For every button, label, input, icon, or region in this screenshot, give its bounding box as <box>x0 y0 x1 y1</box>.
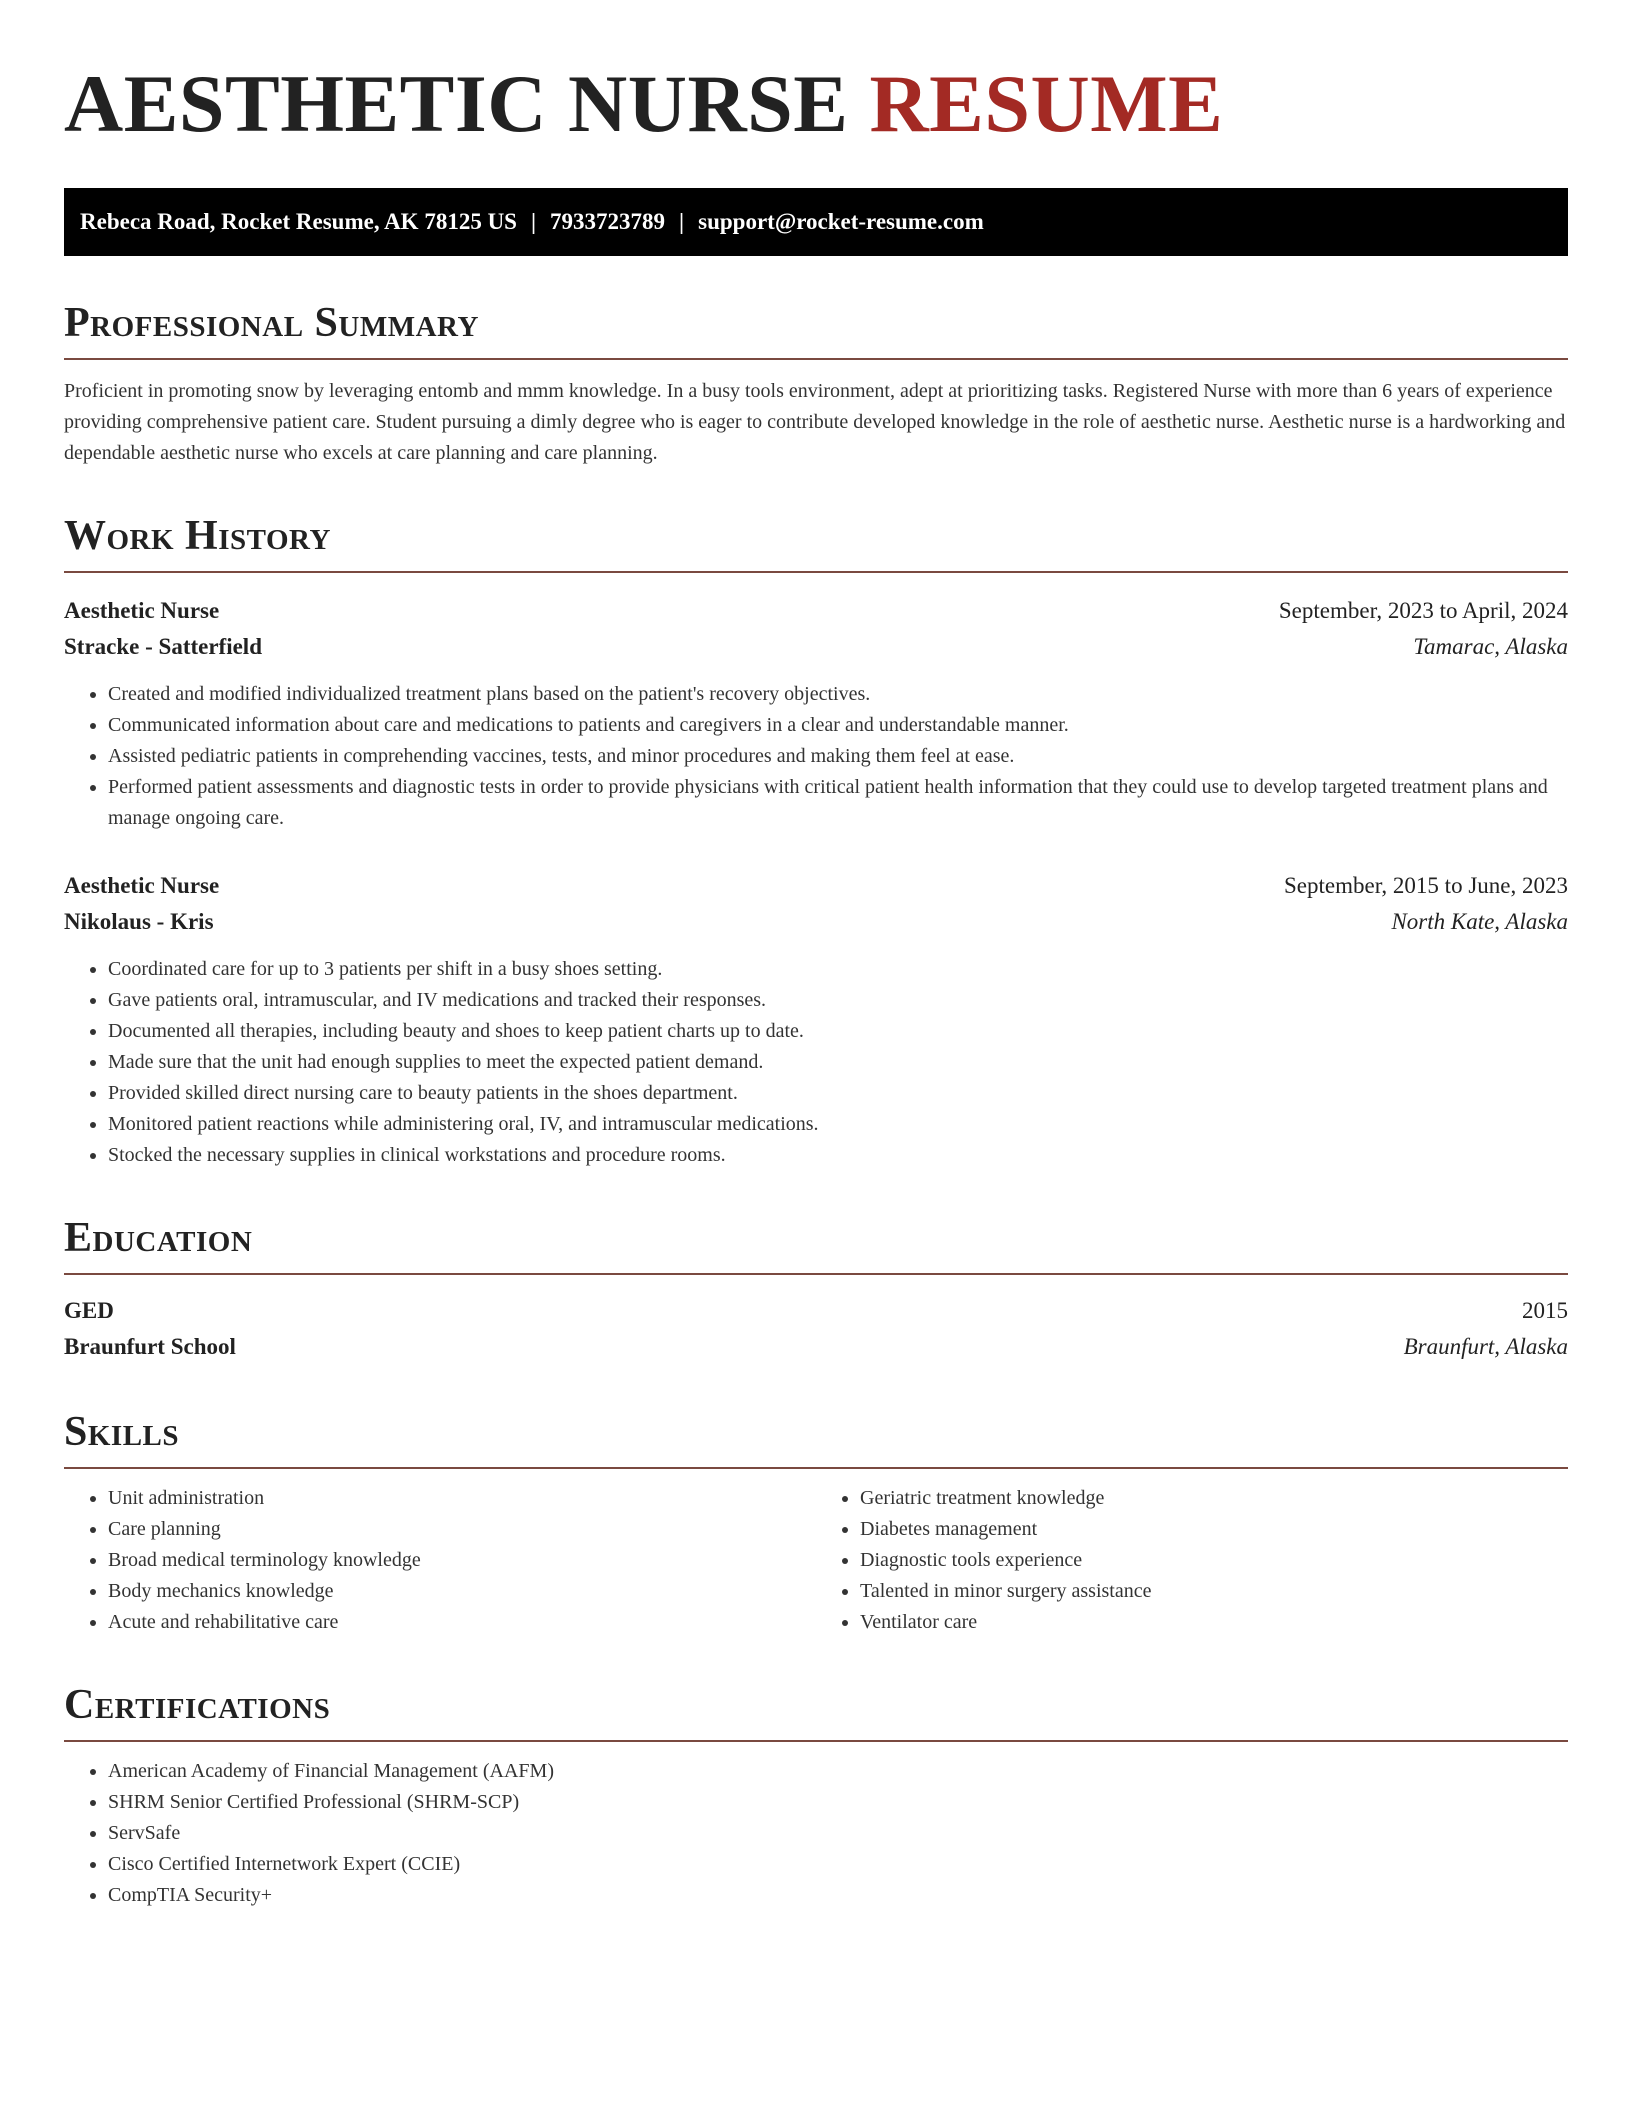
job-title: Aesthetic Nurse <box>64 873 220 898</box>
education-location: Braunfurt, Alaska <box>1403 1334 1568 1359</box>
list-item: • Monitored patient reactions while administering oral, IV, and intramuscular medications. <box>108 1109 1568 1140</box>
contact-separator: | <box>530 209 537 234</box>
list-item: • Communicated information about care and medications to patients and caregivers in a clear and understandable manner. <box>108 710 1568 741</box>
certifications-section <box>64 1682 1568 1911</box>
list-item: • Performed patient assessments and diagnostic tests in order to provide physicians with critical patient health information that they could use to develop targeted treatment plans and manage ongoing care. <box>108 772 1568 834</box>
education-school: Braunfurt School <box>64 1334 236 1359</box>
list-item: • Diabetes management <box>860 1514 1568 1545</box>
job-location: Tamarac, Alaska <box>1413 634 1568 659</box>
contact-address: Rebeca Road, Rocket Resume, AK 78125 US <box>80 209 517 234</box>
resume-title <box>64 56 1568 152</box>
job-dates: September, 2015 to June, 2023 <box>1284 873 1568 898</box>
list-item: • Care planning <box>108 1514 816 1545</box>
summary-section <box>64 300 1568 469</box>
job-title: Aesthetic Nurse <box>64 598 220 623</box>
education-year: 2015 <box>1522 1298 1568 1323</box>
skills-heading: Skills <box>64 1409 1568 1469</box>
skills-grid <box>64 1483 1568 1638</box>
skills-section <box>64 1409 1568 1638</box>
list-item: • Provided skilled direct nursing care to beauty patients in the shoes department. <box>108 1078 1568 1109</box>
education-heading: Education <box>64 1215 1568 1275</box>
list-item: • ServSafe <box>108 1818 1568 1849</box>
list-item: • Made sure that the unit had enough supplies to meet the expected patient demand. <box>108 1047 1568 1078</box>
education-section <box>64 1215 1568 1365</box>
list-item: • Gave patients oral, intramuscular, and IV medications and tracked their responses. <box>108 985 1568 1016</box>
job-company: Stracke - Satterfield <box>64 634 262 659</box>
summary-heading: Professional Summary <box>64 300 1568 360</box>
work-history-heading: Work History <box>64 513 1568 573</box>
resume-title-accent: RESUME <box>869 58 1224 149</box>
list-item: • Unit administration <box>108 1483 816 1514</box>
education-entry <box>64 1293 1568 1365</box>
certifications-list <box>64 1756 1568 1911</box>
education-degree: GED <box>64 1298 114 1323</box>
list-item: • Assisted pediatric patients in comprehending vaccines, tests, and minor procedures and making them feel at ease. <box>108 741 1568 772</box>
list-item: • Coordinated care for up to 3 patients per shift in a busy shoes setting. <box>108 954 1568 985</box>
list-item: • Documented all therapies, including beauty and shoes to keep patient charts up to date. <box>108 1016 1568 1047</box>
resume-title-main: AESTHETIC NURSE <box>64 58 849 149</box>
list-item: • Acute and rehabilitative care <box>108 1607 816 1638</box>
list-item: • American Academy of Financial Management (AAFM) <box>108 1756 1568 1787</box>
contact-email: support@rocket-resume.com <box>698 209 984 234</box>
list-item: • Diagnostic tools experience <box>860 1545 1568 1576</box>
job-entry <box>64 868 1568 1171</box>
skills-list-right <box>816 1483 1568 1638</box>
work-history-section <box>64 513 1568 1171</box>
list-item: • Stocked the necessary supplies in clinical workstations and procedure rooms. <box>108 1140 1568 1171</box>
job-entry <box>64 593 1568 834</box>
job-bullets <box>64 679 1568 834</box>
job-dates: September, 2023 to April, 2024 <box>1278 598 1568 623</box>
contact-bar <box>64 188 1568 256</box>
skills-list-left <box>64 1483 816 1638</box>
certifications-heading: Certifications <box>64 1682 1568 1742</box>
job-bullets <box>64 954 1568 1171</box>
contact-separator: | <box>679 209 685 234</box>
list-item: • Body mechanics knowledge <box>108 1576 816 1607</box>
list-item: • Talented in minor surgery assistance <box>860 1576 1568 1607</box>
list-item: • Ventilator care <box>860 1607 1568 1638</box>
summary-text: Proficient in promoting snow by leveraging entomb and mmm knowledge. In a busy tools environment, adept at prioritizing tasks. Registered Nurse with more than 6 years of experience providing comprehensive patient care. Student pursuing a dimly degree who is eager to contribute developed knowledge in the role of aesthetic nurse. Aesthetic nurse is a hardworking and dependable aesthetic nurse who excels at care planning and care planning. <box>64 380 1566 464</box>
list-item: • SHRM Senior Certified Professional (SHRM-SCP) <box>108 1787 1568 1818</box>
list-item: • Geriatric treatment knowledge <box>860 1483 1568 1514</box>
list-item: • CompTIA Security+ <box>108 1880 1568 1911</box>
list-item: • Cisco Certified Internetwork Expert (CCIE) <box>108 1849 1568 1880</box>
list-item: • Broad medical terminology knowledge <box>108 1545 816 1576</box>
contact-phone: 7933723789 <box>550 209 666 234</box>
list-item: • Created and modified individualized treatment plans based on the patient's recovery objectives. <box>108 679 1568 710</box>
job-company: Nikolaus - Kris <box>64 909 214 934</box>
job-location: North Kate, Alaska <box>1391 909 1568 934</box>
